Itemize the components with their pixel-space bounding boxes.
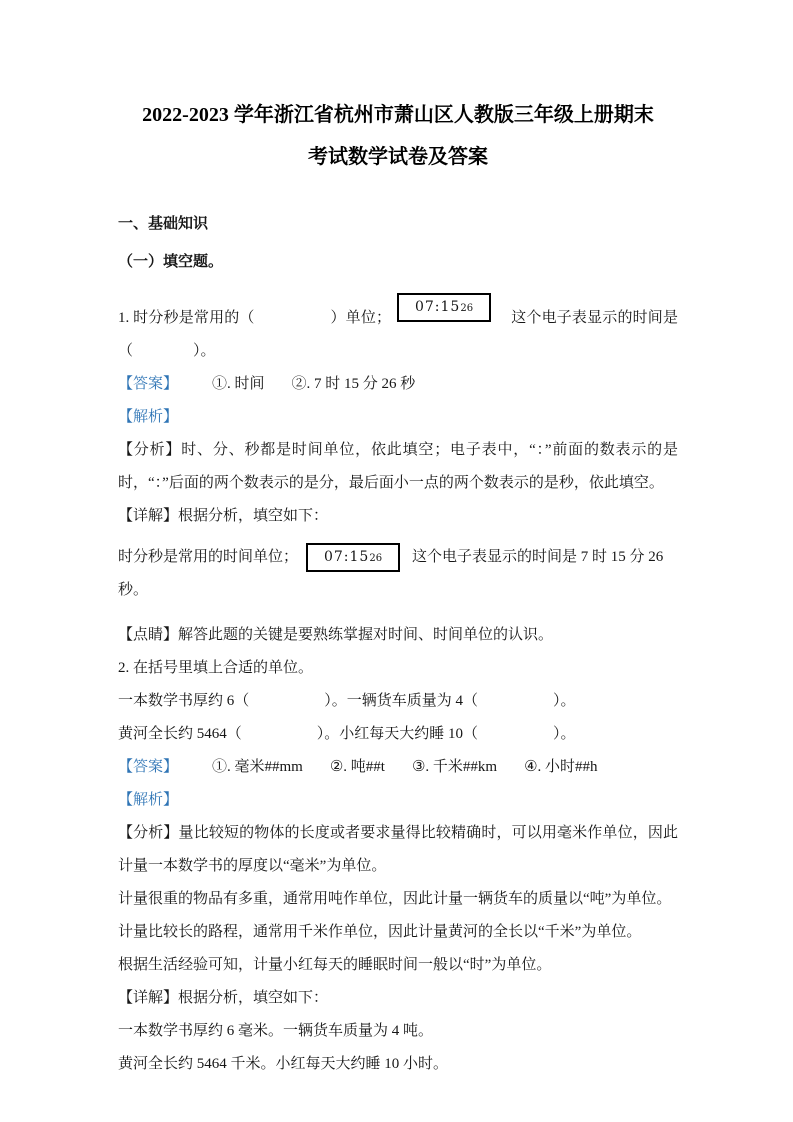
title-line-1: 2022-2023 学年浙江省杭州市萧山区人教版三年级上册期末 (142, 104, 654, 126)
document-title (118, 94, 678, 178)
q2-analysis-paragraph-4: 根据生活经验可知，计量小红每天的睡眠时间一般以“时”为单位。 (118, 957, 552, 973)
digital-clock-display-2 (306, 543, 400, 572)
question-1-stem (118, 293, 678, 368)
q2-blank-line-2: 黄河全长约 5464（ ）。小红每天大约睡 10（ ）。 (118, 726, 576, 742)
q2-answer-item-4: ④. 小时##h (524, 759, 598, 775)
title-line-2: 考试数学试卷及答案 (308, 146, 488, 168)
clock2-hhmm-text: 07:15 (323, 549, 370, 566)
q2-analysis-paragraph-1: 【分析】量比较短的物体的长度或者要求量得比较精确时，可以用毫米作单位，因此计量一本数学书的厚度以“毫米”为单位。 (118, 825, 678, 874)
q1-analysis-text: 【分析】时、分、秒都是时间单位，依此填空；电子表中，“：”前面的数表示的是时，“：”后面的两个数表示的是分，最后面小一点的两个数表示的是秒，依此填空。 (118, 442, 678, 491)
q2-answer-item-1: ①. 毫米##mm (212, 759, 303, 775)
subsection-heading: （一）填空题。 (118, 254, 224, 270)
q1-answer-item-2: ②. 7 时 15 分 26 秒 (291, 376, 416, 392)
clock2-seconds-text: 26 (369, 553, 383, 565)
q2-detail-line-2: 黄河全长约 5464 千米。小红每天大约睡 10 小时。 (118, 1056, 449, 1072)
q1-answer-label: 【答案】 (118, 376, 179, 392)
q1-stem-text-before-clock: 1. 时分秒是常用的（ ）单位； (118, 310, 392, 326)
q2-answer-label: 【答案】 (118, 759, 179, 775)
q1-detail-label-line: 【详解】根据分析，填空如下： (118, 508, 329, 524)
q1-restate-text-after-clock: 这个电子表显示的时间是 7 时 15 分 26 秒。 (118, 549, 664, 598)
digital-clock-display (397, 293, 491, 322)
clock-hhmm-text: 07:15 (414, 299, 461, 315)
q2-blank-line-1: 一本数学书厚约 6（ ）。一辆货车质量为 4（ ）。 (118, 693, 576, 709)
q2-detail-line-1: 一本数学书厚约 6 毫米。一辆货车质量为 4 吨。 (118, 1023, 434, 1039)
q2-analysis-paragraph-3: 计量比较长的路程，通常用千米作单位，因此计量黄河的全长以“千米”为单位。 (118, 924, 642, 940)
question-2-stem: 2. 在括号里填上合适的单位。 (118, 660, 314, 676)
clock-seconds-text: 26 (460, 303, 474, 314)
q2-answer-line (118, 751, 678, 784)
q1-restate-text-before-clock: 时分秒是常用的时间单位； (118, 549, 299, 565)
q2-detail-label-line: 【详解】根据分析，填空如下： (118, 990, 329, 1006)
q1-answer-line (118, 368, 678, 401)
q2-answer-item-2: ②. 吨##t (329, 759, 385, 775)
q2-answer-item-3: ③. 千米##km (411, 759, 498, 775)
q2-analysis-label: 【解析】 (118, 792, 179, 808)
q1-analysis-label: 【解析】 (118, 409, 179, 425)
q1-key-point-line: 【点睛】解答此题的关键是要熟练掌握对时间、时间单位的认识。 (118, 627, 554, 643)
q1-detail-restatement (118, 541, 678, 607)
q1-answer-item-1: ①. 时间 (212, 376, 265, 392)
q1-stem-text-after-clock: 这个电子表显示的时间是（ ）。 (118, 310, 678, 359)
q2-analysis-paragraph-2: 计量很重的物品有多重，通常用吨作单位，因此计量一辆货车的质量以“吨”为单位。 (118, 891, 672, 907)
section-heading: 一、基础知识 (118, 216, 209, 232)
